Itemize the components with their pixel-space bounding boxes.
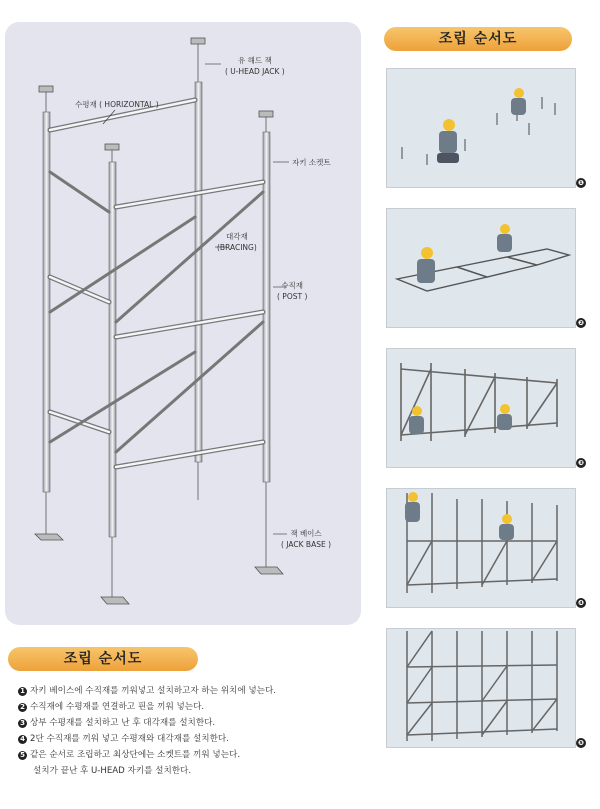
- label-jack-base-ko: 잭 베이스: [290, 529, 322, 538]
- label-u-head-jack-en: ( U-HEAD JACK ): [225, 67, 285, 76]
- label-jack-socket: [292, 157, 331, 168]
- label-jack-base: [281, 528, 331, 550]
- label-post: [277, 280, 307, 302]
- post-back: [195, 82, 202, 462]
- step-4: [18, 731, 348, 747]
- label-post-en: ( POST ): [277, 292, 308, 301]
- step-3-number: 3: [18, 719, 27, 728]
- step-5-text: 같은 순서로 조립하고 최상단에는 소켓트를 끼워 넣는다.: [30, 750, 241, 760]
- label-jack-socket-text: 자키 소켓트: [292, 158, 331, 167]
- posts: [43, 82, 270, 537]
- horizontals-highlight: [50, 100, 263, 467]
- photo-step-3: [386, 348, 576, 468]
- label-horizontal-text: 수평재 ( HORIZONTAL ): [75, 100, 159, 109]
- step-1: [18, 683, 348, 699]
- step-1-number: 1: [18, 687, 27, 696]
- label-horizontal: [75, 99, 159, 110]
- photo-step-1: [386, 68, 576, 188]
- step-2-number: 2: [18, 703, 27, 712]
- post-left: [43, 112, 50, 492]
- step-4-text: 2단 수직재를 끼워 넣고 수평재와 대각재를 설치한다.: [30, 734, 229, 744]
- jack-bases: [35, 462, 283, 604]
- photo-marker-2: ❷: [576, 318, 586, 328]
- step-2-text: 수직재에 수평재를 연결하고 핀을 끼워 넣는다.: [30, 702, 205, 712]
- diagram-panel: [5, 22, 361, 625]
- photo-marker-3: ❸: [576, 458, 586, 468]
- assembly-steps: [18, 683, 348, 779]
- step-3: [18, 715, 348, 731]
- label-bracing: [217, 231, 257, 253]
- photo-step-2: [386, 208, 576, 328]
- post-front: [109, 162, 116, 537]
- photo-marker-1: ❶: [576, 178, 586, 188]
- label-bracing-en: (BRACING): [217, 243, 257, 252]
- photo-step-4: [386, 488, 576, 608]
- step-4-number: 4: [18, 735, 27, 744]
- step-5-number: 5: [18, 751, 27, 760]
- step-1-text: 자키 베이스에 수직재를 끼워넣고 설치하고자 하는 위치에 넣는다.: [30, 686, 276, 696]
- assembly-sequence-title-right: 조립 순서도: [384, 27, 572, 51]
- bracing: [50, 172, 263, 452]
- label-u-head-jack: [225, 55, 285, 77]
- label-jack-base-en: ( JACK BASE ): [281, 540, 332, 549]
- step-2: [18, 699, 348, 715]
- photo-marker-5: ❺: [576, 738, 586, 748]
- photo-step-5: [386, 628, 576, 748]
- assembly-sequence-title-bottom: 조립 순서도: [8, 647, 198, 671]
- step-3-text: 상부 수평재를 설치하고 난 후 대각재를 설치한다.: [30, 718, 216, 728]
- step-5-continuation: 설치가 끝난 후 U-HEAD 자키를 설치한다.: [33, 766, 192, 776]
- label-post-ko: 수직재: [281, 281, 304, 290]
- label-u-head-jack-ko: 유 해드 잭: [237, 56, 272, 65]
- post-right: [263, 132, 270, 482]
- label-bracing-ko: 대각재: [226, 232, 248, 241]
- photo-marker-4: ❹: [576, 598, 586, 608]
- horizontals: [50, 100, 263, 467]
- step-5: [18, 747, 348, 763]
